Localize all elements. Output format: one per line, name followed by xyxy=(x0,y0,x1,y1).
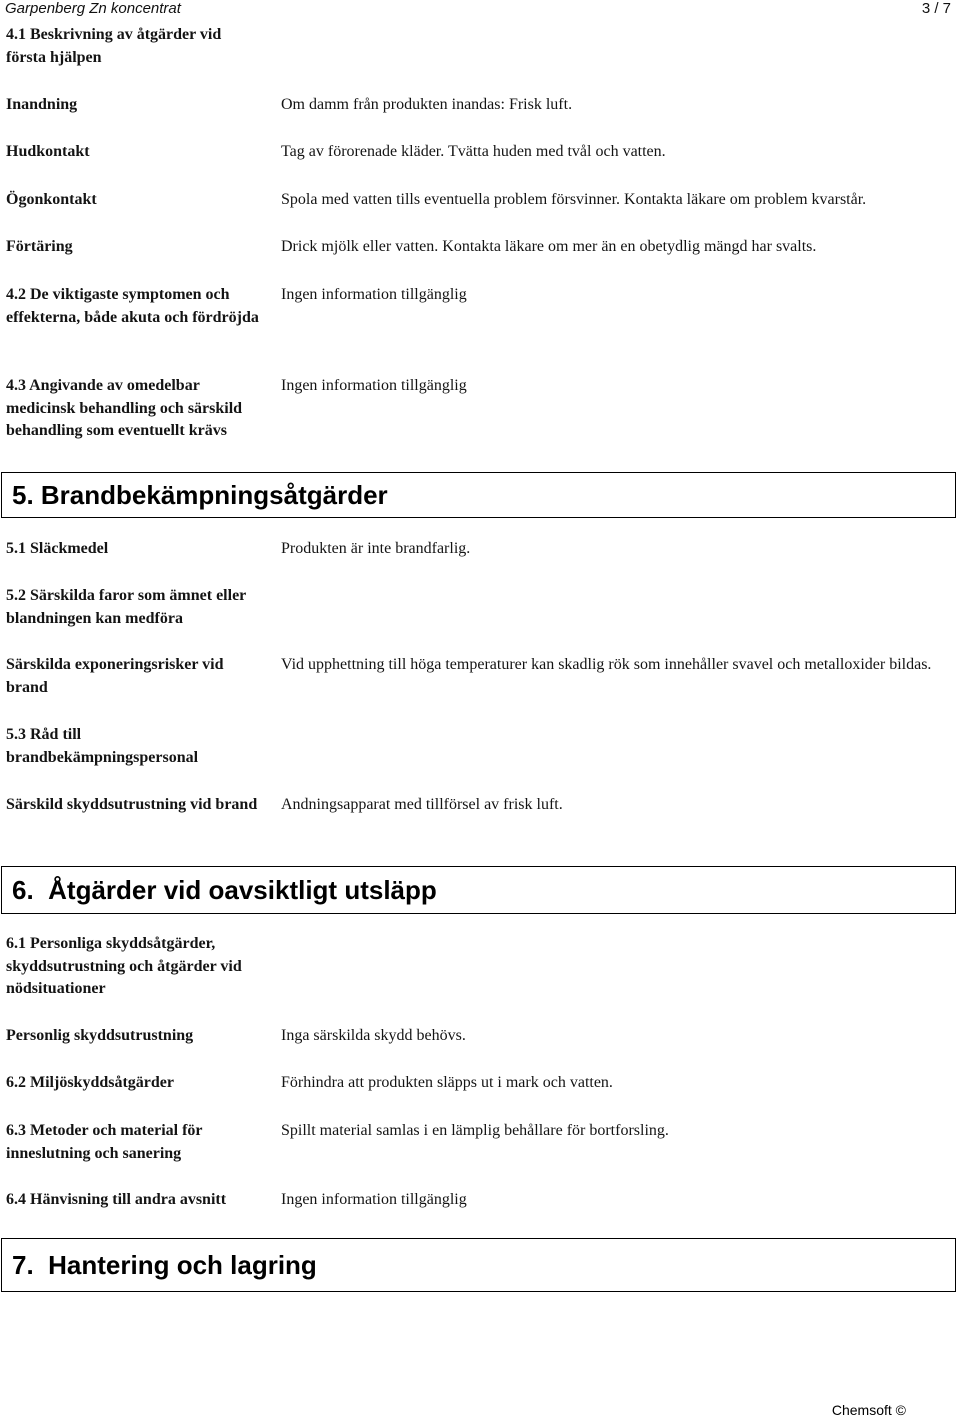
row-value-inandning: Om damm från produkten inandas: Frisk luft. xyxy=(281,96,573,113)
row-label-5-1: 5.1 Släckmedel xyxy=(6,540,109,557)
row-label-6-4: 6.4 Hänvisning till andra avsnitt xyxy=(6,1191,227,1208)
row-value-fortaring: Drick mjölk eller vatten. Kontakta läkare om mer än en obetydlig mängd har svalts. xyxy=(281,238,817,255)
row-value-ogonkontakt: Spola med vatten tills eventuella problem försvinner. Kontakta läkare om problem kvarstår. xyxy=(281,191,867,208)
row-value-4-3: Ingen information tillgänglig xyxy=(281,377,467,394)
row-value-hudkontakt: Tag av förorenade kläder. Tvätta huden med tvål och vatten. xyxy=(281,143,666,160)
row-label-hudkontakt: Hudkontakt xyxy=(6,143,90,160)
row-value-6-1: Inga särskilda skydd behövs. xyxy=(281,1027,466,1044)
row-value-4-2: Ingen information tillgänglig xyxy=(281,286,467,303)
subsection-5-3-heading: 5.3 Råd till brandbekämpningspersonal xyxy=(6,726,199,766)
section-5-title: 5. Brandbekämpningsåtgärder xyxy=(1,472,956,518)
row-label-6-1: Personlig skyddsutrustning xyxy=(6,1027,194,1044)
row-label-fortaring: Förtäring xyxy=(6,238,73,255)
row-label-5-3: Särskild skyddsutrustning vid brand xyxy=(6,796,258,813)
section-7-title: 7. Hantering och lagring xyxy=(1,1238,956,1292)
page-number: 3 / 7 xyxy=(921,0,951,17)
row-value-5-3: Andningsapparat med tillförsel av frisk luft. xyxy=(281,796,563,813)
subsection-5-2-heading: 5.2 Särskilda faror som ämnet eller blandningen kan medföra xyxy=(6,587,246,627)
row-label-ogonkontakt: Ögonkontakt xyxy=(6,191,97,208)
row-value-6-2: Förhindra att produkten släpps ut i mark och vatten. xyxy=(281,1074,613,1091)
document-title: Garpenberg Zn koncentrat xyxy=(5,0,181,17)
row-value-5-2: Vid upphettning till höga temperaturer kan skadlig rök som innehåller svavel och metalloxider bildas. xyxy=(281,656,932,673)
subsection-4-1-heading: 4.1 Beskrivning av åtgärder vid första hjälpen xyxy=(6,26,222,66)
row-label-inandning: Inandning xyxy=(6,96,78,113)
footer-brand: Chemsoft © xyxy=(831,1402,906,1418)
row-value-6-4: Ingen information tillgänglig xyxy=(281,1191,467,1208)
row-label-6-2: 6.2 Miljöskyddsåtgärder xyxy=(6,1074,174,1091)
row-value-5-1: Produkten är inte brandfarlig. xyxy=(281,540,471,557)
row-label-4-2: 4.2 De viktigaste symptomen och effekterna, både akuta och fördröjda xyxy=(6,286,259,326)
row-label-6-3: 6.3 Metoder och material för inneslutning och sanering xyxy=(6,1122,203,1162)
row-label-5-2: Särskilda exponeringsrisker vid brand xyxy=(6,656,224,696)
row-label-4-3: 4.3 Angivande av omedelbar medicinsk behandling och särskild behandling som eventuellt krävs xyxy=(6,377,243,439)
section-6-title: 6. Åtgärder vid oavsiktligt utsläpp xyxy=(1,866,956,914)
row-value-6-3: Spillt material samlas i en lämplig behållare för bortforsling. xyxy=(281,1122,669,1139)
subsection-6-1-heading: 6.1 Personliga skyddsåtgärder, skyddsutrustning och åtgärder vid nödsituationer xyxy=(6,935,242,997)
